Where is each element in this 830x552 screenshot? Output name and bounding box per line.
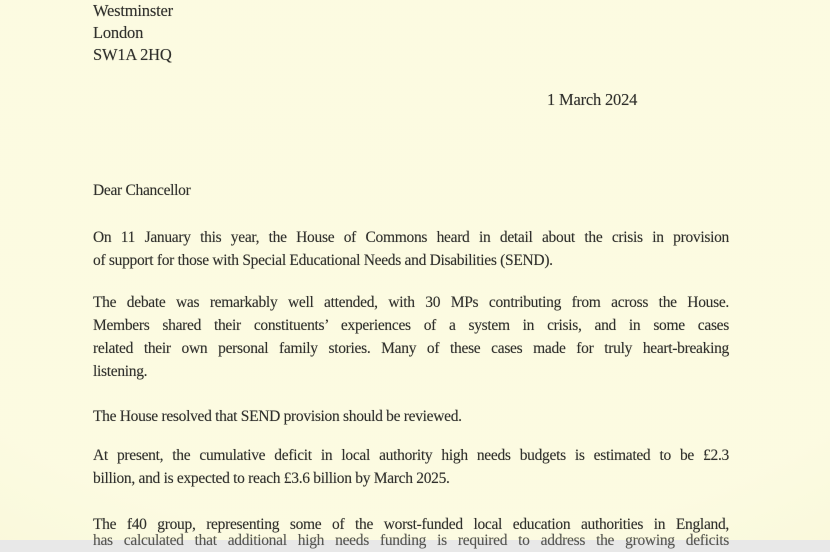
text-line: listening. [93, 363, 148, 380]
text-line: billion, and is expected to reach £3.6 billion by March 2025. [93, 470, 450, 487]
paragraph-deficit [93, 444, 729, 490]
address-line-3: SW1A 2HQ [93, 45, 172, 64]
text-line: On 11 January this year, the House of Commons heard in detail about the crisis in provision [93, 229, 729, 246]
address-line-1: Westminster [93, 1, 173, 20]
text-line: related their own personal family stories. Many of these cases made for truly heart-breaking [93, 340, 729, 357]
letter-date: 1 March 2024 [547, 90, 638, 109]
paragraph-send-crisis [93, 226, 729, 272]
text-line: The House resolved that SEND provision should be reviewed. [93, 408, 462, 425]
paragraph-house-resolved [93, 405, 729, 428]
text-line: of support for those with Special Educational Needs and Disabilities (SEND). [93, 252, 553, 269]
address-line-2: London [93, 23, 144, 42]
text-line: The debate was remarkably well attended, with 30 MPs contributing from across the House. [93, 294, 729, 311]
text-line: Members shared their constituents’ experiences of a system in crisis, and in some cases [93, 317, 729, 334]
paragraph-debate [93, 291, 729, 383]
text-line: The f40 group, representing some of the worst-funded local education authorities in England, [93, 516, 729, 533]
text-line: At present, the cumulative deficit in local authority high needs budgets is estimated to be £2.3 [93, 447, 729, 464]
salutation: Dear Chancellor [93, 182, 191, 199]
sender-address-block [93, 0, 173, 66]
clipped-bottom-text-line: has calculated that additional high needs funding is required to address the growing deficits [93, 532, 729, 549]
